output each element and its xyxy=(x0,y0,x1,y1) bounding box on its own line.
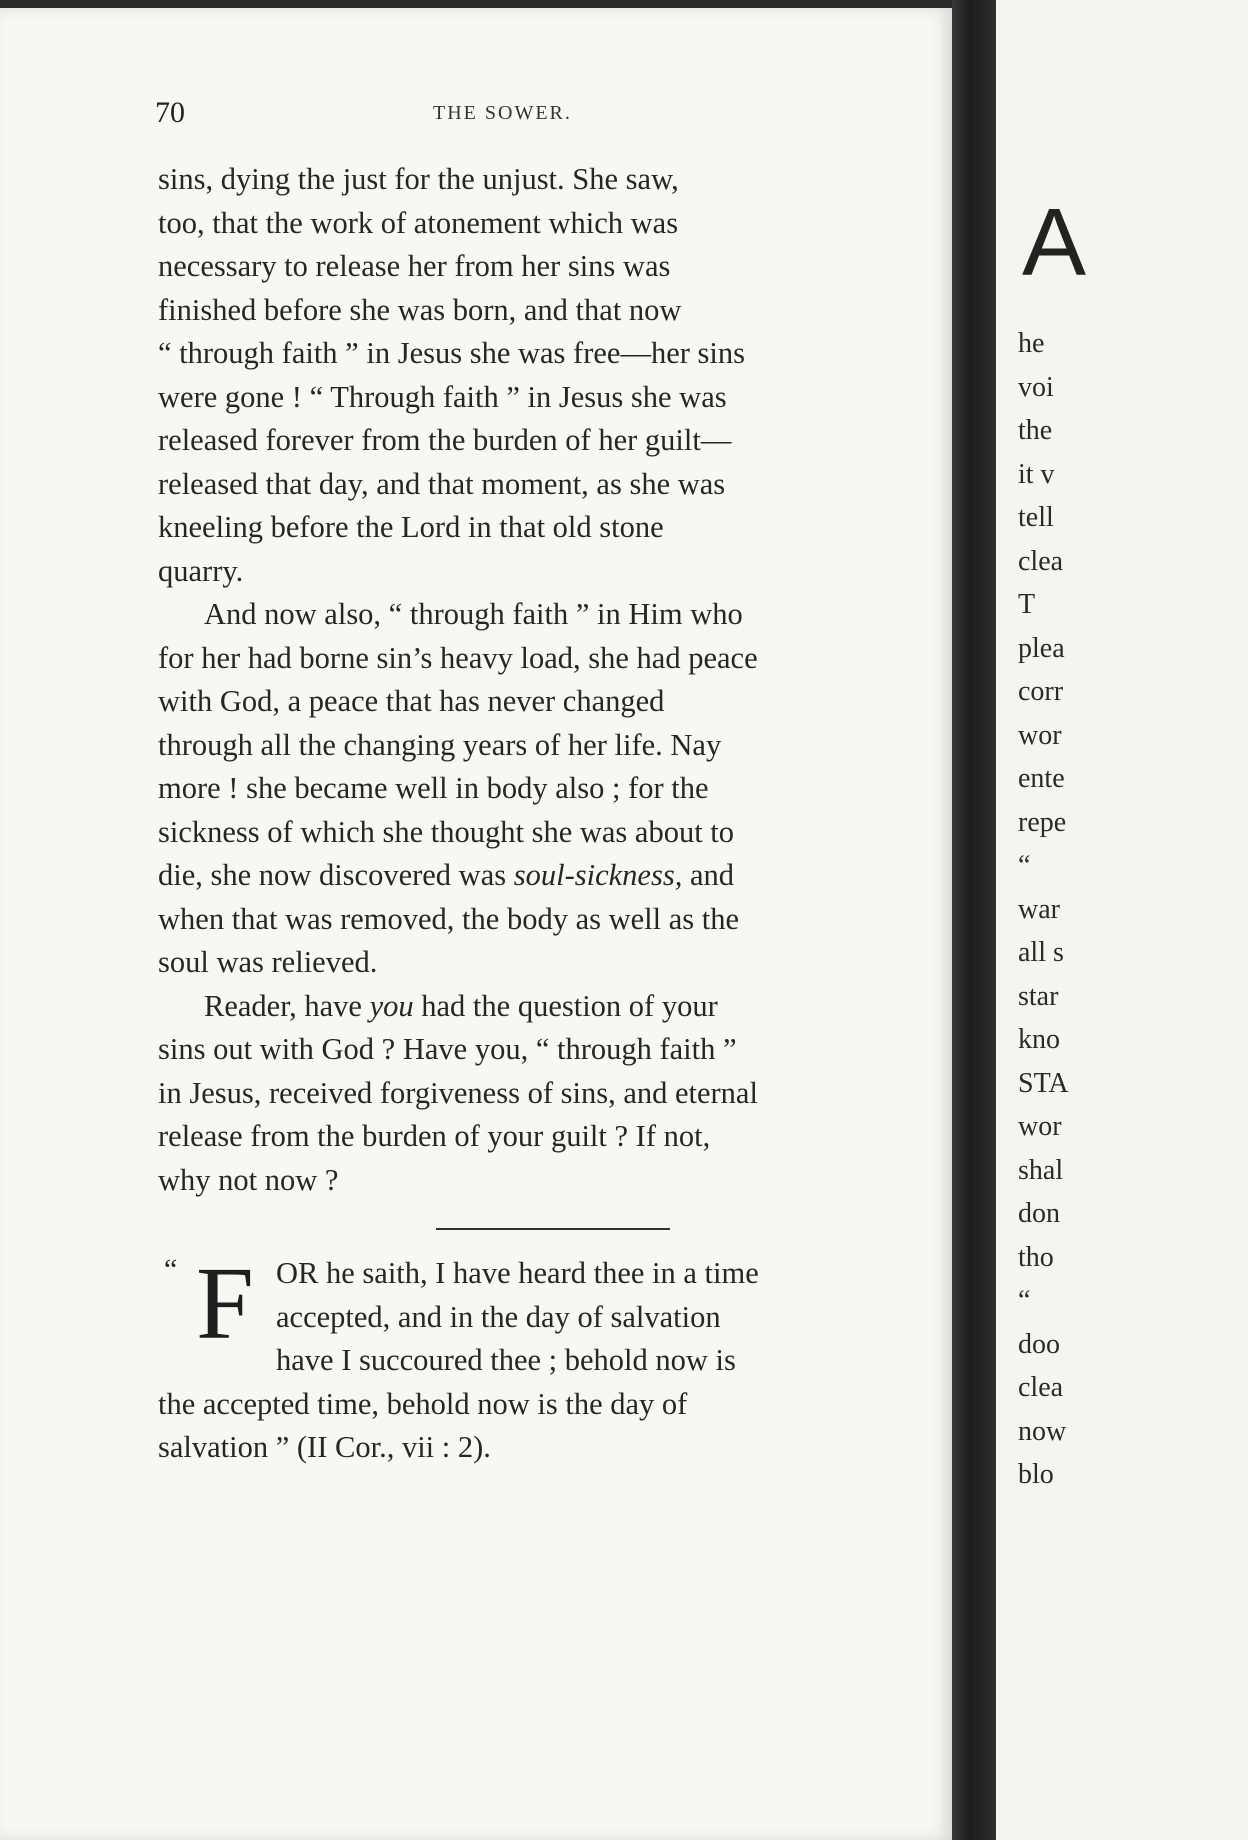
right-page-line: ente xyxy=(1018,763,1065,794)
text-line: why not now ? xyxy=(158,1162,339,1197)
text-line: through all the changing years of her life. Nay xyxy=(158,727,722,762)
right-page-line: “ xyxy=(1018,850,1031,881)
text-line: the accepted time, behold now is the day of xyxy=(158,1386,688,1421)
text-line: were gone ! “ Through faith ” in Jesus she was xyxy=(158,379,727,414)
italic-text: soul-sickness, xyxy=(513,858,683,892)
book-gutter xyxy=(952,0,996,1840)
text-line: finished before she was born, and that now xyxy=(158,292,682,327)
drop-cap: F xyxy=(196,1246,254,1361)
text-line: kneeling before the Lord in that old stone xyxy=(158,510,664,544)
paragraph-1 xyxy=(158,158,918,593)
text-segment: die, she now discovered was xyxy=(158,858,514,892)
text-line: more ! she became well in body also ; for the xyxy=(158,771,709,805)
text-line: sins, dying the just for the unjust. She saw, xyxy=(158,162,679,196)
text-line: too, that the work of atonement which was xyxy=(158,205,679,240)
scripture-verse xyxy=(158,1246,918,1470)
text-line: salvation ” (II Cor., vii : 2). xyxy=(158,1430,491,1464)
page-number: 70 xyxy=(155,96,185,129)
paragraph-2 xyxy=(158,593,918,985)
right-page-line: clea xyxy=(1018,1372,1064,1403)
right-page-line: wor xyxy=(1018,719,1062,751)
text-line: OR he saith, I have heard thee in a time xyxy=(276,1256,759,1290)
right-page-line: shal xyxy=(1018,1154,1064,1186)
text-line: in Jesus, received forgiveness of sins, and eternal xyxy=(158,1075,758,1110)
right-page-line: STA xyxy=(1018,1067,1069,1099)
text-segment: and xyxy=(682,858,734,892)
text-line: quarry. xyxy=(158,553,244,588)
right-page-line: blo xyxy=(1018,1459,1054,1490)
right-page-line: don xyxy=(1018,1198,1060,1229)
paragraph-3 xyxy=(158,985,918,1203)
text-line: have I succoured thee ; behold now is xyxy=(276,1343,736,1377)
right-page-line: wor xyxy=(1018,1111,1062,1142)
text-line: “ through faith ” in Jesus she was free—her sins xyxy=(158,336,745,370)
text-line xyxy=(158,985,918,1029)
text-line: soul was relieved. xyxy=(158,945,378,979)
text-line: released that day, and that moment, as she was xyxy=(158,466,726,501)
right-page-line: “ xyxy=(1018,1285,1031,1316)
section-divider xyxy=(436,1228,670,1230)
right-page-line: voi xyxy=(1018,371,1054,403)
text-line: And now also, “ through faith ” in Him who xyxy=(204,597,743,631)
right-page-line: the xyxy=(1018,415,1053,446)
right-page-text xyxy=(1018,322,1069,1497)
drop-cap-block xyxy=(158,1246,276,1382)
text-line: when that was removed, the body as well as the xyxy=(158,901,740,936)
right-page-line: plea xyxy=(1018,632,1065,664)
right-page-line: star xyxy=(1018,980,1059,1012)
italic-text: you xyxy=(369,988,414,1023)
text-segment: had the question of your xyxy=(413,988,718,1023)
right-page-line: kno xyxy=(1018,1024,1060,1055)
right-page-drop-cap: A xyxy=(1022,189,1087,296)
right-page-line: all s xyxy=(1018,937,1064,968)
right-page-line: corr xyxy=(1018,676,1064,707)
right-page-line: tell xyxy=(1018,502,1054,533)
right-page-line: tho xyxy=(1018,1241,1054,1273)
text-line: sickness of which she thought she was about to xyxy=(158,814,735,849)
text-line: accepted, and in the day of salvation xyxy=(276,1299,721,1334)
right-page-line: it v xyxy=(1018,458,1055,490)
opening-quote: “ xyxy=(164,1253,178,1286)
running-title: THE SOWER. xyxy=(433,102,572,124)
text-line: release from the burden of your guilt ? If not, xyxy=(158,1119,711,1153)
right-page-line: doo xyxy=(1018,1328,1060,1360)
text-line: for her had borne sin’s heavy load, she had peace xyxy=(158,640,758,675)
right-page-line: now xyxy=(1018,1415,1067,1447)
text-line: sins out with God ? Have you, “ through faith ” xyxy=(158,1032,737,1066)
right-page-line: clea xyxy=(1018,545,1064,577)
text-line: necessary to release her from her sins was xyxy=(158,249,671,283)
text-segment: Reader, have xyxy=(204,988,370,1023)
left-page xyxy=(0,8,952,1840)
page-header xyxy=(155,96,915,136)
right-page-line: war xyxy=(1018,893,1060,925)
right-page-line: he xyxy=(1018,328,1045,359)
text-line: released forever from the burden of her guilt— xyxy=(158,423,732,457)
right-page-line: repe xyxy=(1018,806,1067,838)
text-line xyxy=(158,854,918,898)
body-text xyxy=(158,158,918,1470)
right-page-line: T xyxy=(1018,589,1036,620)
right-page xyxy=(996,0,1248,1840)
text-line: with God, a peace that has never changed xyxy=(158,684,665,718)
